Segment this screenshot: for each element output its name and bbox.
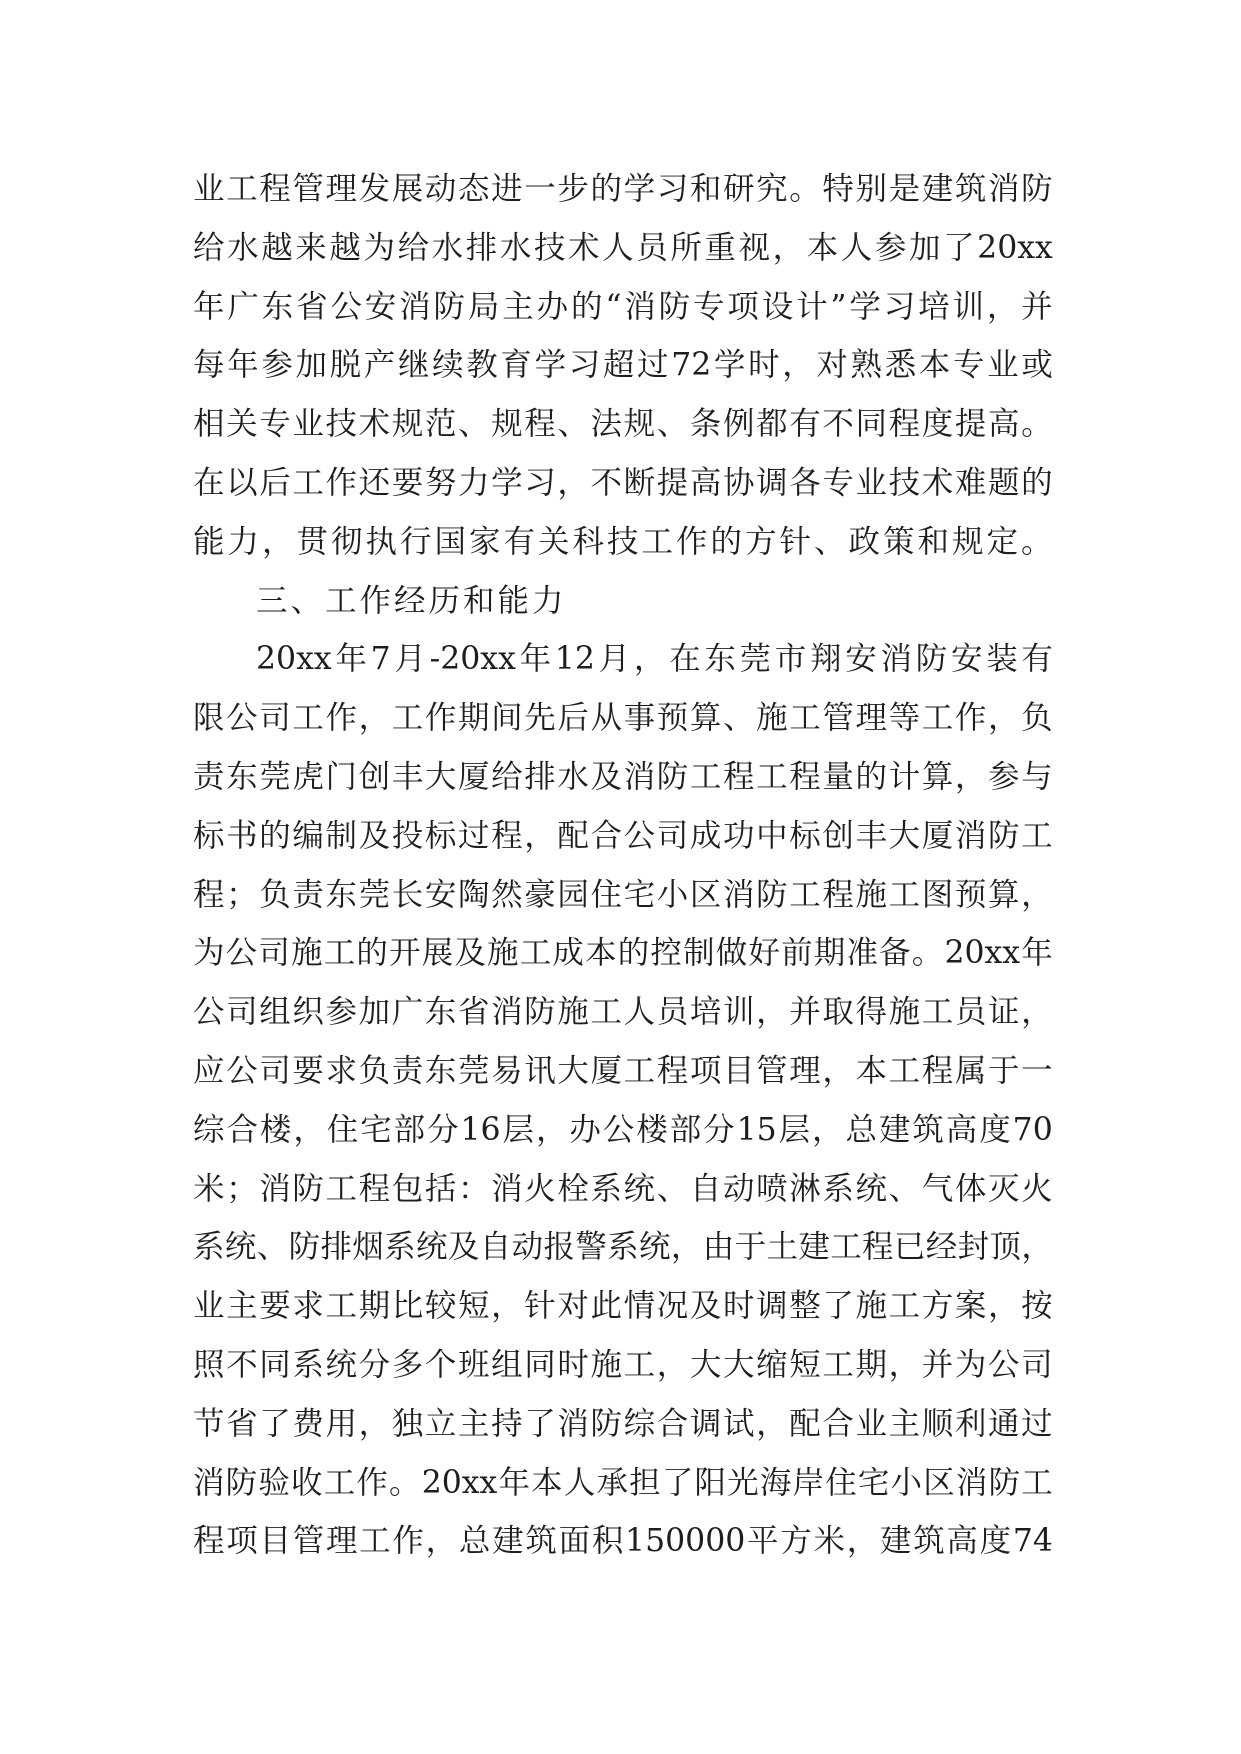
paragraph-line: 为 公 司 施 工 的 开 展 及 施 工 成 本 的 控 制 做 好 前 期 准 备 。 20xx 年 [193, 935, 1053, 972]
paragraph-first-line: 20xx 年 7 月 -20xx 年 12 月 ， 在 东 莞 市 翔 安 消 防 安 装 有 [256, 641, 1053, 678]
paragraph-line: 标 书 的 编 制 及 投 标 过 程 ， 配 合 公 司 成 功 中 标 创 丰 大 厦 消 防 工 [193, 817, 1053, 854]
paragraph-line: 限 公 司 工 作 ， 工 作 期 间 先 后 从 事 预 算 、 施 工 管 理 等 工 作 ， 负 [193, 700, 1053, 737]
paragraph-line: 系 统 、 防 排 烟 系 统 及 自 动 报 警 系 统 ， 由 于 土 建 工 程 已 经 封 顶 ， [193, 1229, 1053, 1266]
body-text [193, 160, 1056, 1571]
paragraph-line: 在 以 后 工 作 还 要 努 力 学 习 ， 不 断 提 高 协 调 各 专 业 技 术 难 题 的 [193, 464, 1053, 501]
paragraph-line: 程 ； 负 责 东 莞 长 安 陶 然 豪 园 住 宅 小 区 消 防 工 程 施 工 图 预 算 ， [193, 876, 1053, 913]
paragraph-line: 能力，贯彻执行国家有关科技工作的方针、政策和规定。 [193, 523, 1056, 560]
paragraph-line: 相 关 专 业 技 术 规 范 、 规 程 、 法 规 、 条 例 都 有 不 同 程 度 提 高 。 [193, 406, 1053, 443]
paragraph-line: 业 主 要 求 工 期 比 较 短 ， 针 对 此 情 况 及 时 调 整 了 施 工 方 案 ， 按 [193, 1288, 1053, 1325]
section-heading: 三、工作经历和能力 [256, 582, 567, 619]
paragraph-line: 业 工 程 管 理 发 展 动 态 进 一 步 的 学 习 和 研 究 。 特 别 是 建 筑 消 防 [193, 171, 1053, 207]
paragraph-line: 应 公 司 要 求 负 责 东 莞 易 讯 大 厦 工 程 项 目 管 理 ， 本 工 程 属 于 一 [193, 1052, 1053, 1089]
paragraph-line: 每 年 参 加 脱 产 继 续 教 育 学 习 超 过 72 学 时 ， 对 熟 悉 本 专 业 或 [193, 347, 1053, 384]
paragraph-line: 照 不 同 系 统 分 多 个 班 组 同 时 施 工 ， 大 大 缩 短 工 期 ， 并 为 公 司 [193, 1346, 1053, 1383]
paragraph-line: 责 东 莞 虎 门 创 丰 大 厦 给 排 水 及 消 防 工 程 工 程 量 的 计 算 ， 参 与 [193, 758, 1053, 795]
paragraph-line: 节 省 了 费 用 ， 独 立 主 持 了 消 防 综 合 调 试 ， 配 合 业 主 顺 利 通 过 [193, 1405, 1053, 1442]
paragraph-line: 公 司 组 织 参 加 广 东 省 消 防 施 工 人 员 培 训 ， 并 取 得 施 工 员 证 ， [193, 994, 1053, 1031]
paragraph-line: 程 项 目 管 理 工 作 ， 总 建 筑 面 积 150000 平 方 米 ， 建 筑 高 度 74 [193, 1523, 1053, 1560]
paragraph-line: 综 合 楼 ， 住 宅 部 分 16 层 ， 办 公 楼 部 分 15 层 ， 总 建 筑 高 度 70 [193, 1111, 1053, 1148]
paragraph-line: 消 防 验 收 工 作 。 20xx 年 本 人 承 担 了 阳 光 海 岸 住 宅 小 区 消 防 工 [193, 1464, 1053, 1501]
paragraph-line: 米 ； 消 防 工 程 包 括 ： 消 火 栓 系 统 、 自 动 喷 淋 系 统 、 气 体 灭 火 [193, 1170, 1053, 1207]
paragraph-line: 给 水 越 来 越 为 给 水 排 水 技 术 人 员 所 重 视 ， 本 人 参 加 了 20xx [193, 229, 1053, 266]
paragraph-line: 年 广 东 省 公 安 消 防 局 主 办 的 “ 消 防 专 项 设 计 ” 学 习 培 训 ， 并 [193, 288, 1053, 325]
